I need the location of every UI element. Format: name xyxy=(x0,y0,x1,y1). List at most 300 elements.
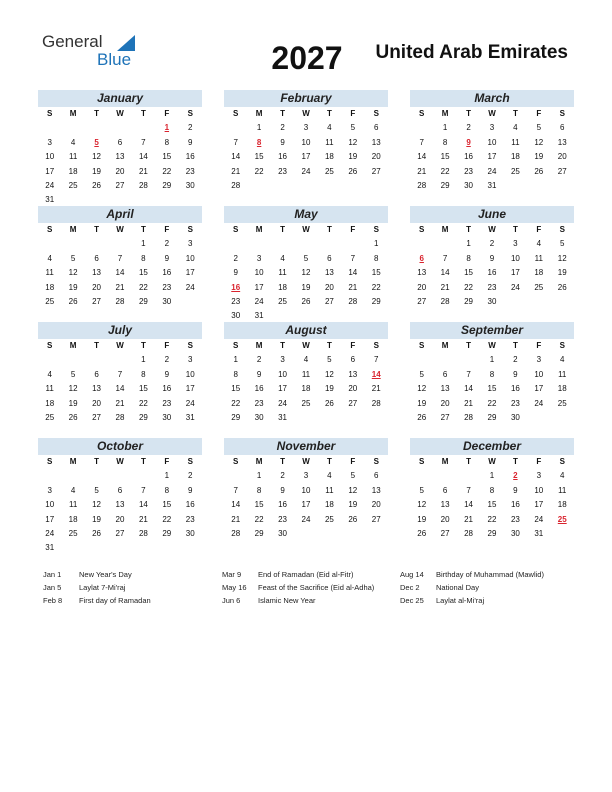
weekday-label: W xyxy=(116,341,124,350)
day-cell: 14 xyxy=(138,152,148,162)
day-cell xyxy=(504,179,527,193)
day-cell xyxy=(224,121,247,135)
day-cell: 7 xyxy=(466,485,471,495)
day-cell: 20 xyxy=(115,166,125,176)
day-cell: 24 xyxy=(185,398,195,408)
day-cell xyxy=(247,179,270,193)
weekday-label: M xyxy=(441,109,449,118)
day-cell: 7 xyxy=(466,369,471,379)
day-cell: 5 xyxy=(350,123,356,133)
day-cell xyxy=(341,527,364,541)
month-may xyxy=(224,206,388,324)
day-cell: 9 xyxy=(188,137,193,147)
month-name: January xyxy=(38,90,202,107)
week-row xyxy=(224,397,388,411)
day-cell xyxy=(132,121,155,135)
day-cell: 17 xyxy=(185,268,195,278)
weekday-label: F xyxy=(350,341,356,350)
week-row xyxy=(224,498,388,512)
day-cell: 31 xyxy=(45,543,55,553)
holiday-day-cell: 5 xyxy=(94,137,99,147)
day-cell xyxy=(433,237,456,251)
week-row xyxy=(224,469,388,483)
day-cell: 3 xyxy=(47,137,52,147)
week-row xyxy=(224,266,388,280)
day-cell xyxy=(365,411,388,425)
weekday-label: S xyxy=(419,109,425,118)
week-row xyxy=(38,498,202,512)
day-cell: 11 xyxy=(68,152,78,162)
weekday-label: T xyxy=(94,341,99,350)
weekday-label: W xyxy=(488,109,496,118)
day-cell: 28 xyxy=(115,412,125,422)
month-name: October xyxy=(38,438,202,455)
day-cell: 27 xyxy=(92,296,101,306)
day-cell xyxy=(365,179,388,193)
weekday-label: S xyxy=(559,457,565,466)
week-row xyxy=(410,136,574,150)
day-cell: 19 xyxy=(417,398,427,408)
day-cell: 21 xyxy=(115,398,125,408)
day-cell: 26 xyxy=(417,412,427,422)
day-cell: 13 xyxy=(440,500,450,510)
day-cell: 28 xyxy=(231,180,241,190)
weekday-label: W xyxy=(116,225,124,234)
day-cell: 16 xyxy=(510,384,520,394)
day-cell: 17 xyxy=(510,268,520,278)
day-cell: 2 xyxy=(164,239,170,249)
day-cell: 16 xyxy=(162,268,172,278)
day-cell: 15 xyxy=(162,500,172,510)
week-row xyxy=(224,136,388,150)
day-cell: 10 xyxy=(301,137,311,147)
holiday-item xyxy=(222,594,374,607)
day-cell: 29 xyxy=(162,528,172,538)
holiday-day-cell: 2 xyxy=(513,471,518,481)
day-cell: 5 xyxy=(560,239,565,249)
holiday-day-cell: 9 xyxy=(466,137,471,147)
day-cell: 23 xyxy=(231,296,241,306)
week-row xyxy=(38,469,202,483)
day-cell: 14 xyxy=(115,384,125,394)
day-cell xyxy=(108,353,131,367)
day-cell: 30 xyxy=(278,528,287,538)
day-cell: 3 xyxy=(256,253,262,263)
day-cell: 6 xyxy=(94,369,99,379)
day-cell: 1 xyxy=(256,123,262,133)
weekday-label: T xyxy=(512,341,518,350)
day-cell: 25 xyxy=(68,180,78,190)
day-cell: 5 xyxy=(327,355,332,365)
weekday-label: F xyxy=(164,457,170,466)
weekday-header-row xyxy=(38,339,202,353)
day-cell: 9 xyxy=(233,268,238,278)
weekday-label: M xyxy=(69,225,77,234)
day-cell: 27 xyxy=(115,180,125,190)
weekday-label: T xyxy=(280,341,285,350)
holiday-name: National Day xyxy=(436,583,479,592)
weekday-header-row xyxy=(38,455,202,469)
day-cell: 27 xyxy=(92,412,101,422)
day-cell: 25 xyxy=(557,398,567,408)
day-cell: 3 xyxy=(188,355,193,365)
day-cell: 2 xyxy=(513,355,518,365)
day-cell: 10 xyxy=(487,137,497,147)
day-cell: 12 xyxy=(534,137,544,147)
day-cell: 7 xyxy=(442,253,448,263)
day-cell: 19 xyxy=(417,514,427,524)
day-cell: 30 xyxy=(185,528,195,538)
day-cell: 11 xyxy=(301,369,311,379)
day-cell: 1 xyxy=(164,471,170,481)
day-cell: 21 xyxy=(464,514,473,524)
weekday-label: F xyxy=(536,225,542,234)
day-cell: 9 xyxy=(164,369,170,379)
week-row xyxy=(410,353,574,367)
day-cell: 20 xyxy=(324,282,334,292)
day-cell: 28 xyxy=(417,180,427,190)
day-cell xyxy=(179,295,202,309)
day-cell: 31 xyxy=(254,311,264,321)
day-cell: 15 xyxy=(371,268,381,278)
weekday-label: M xyxy=(441,457,449,466)
weekday-label: T xyxy=(466,457,471,466)
day-cell: 29 xyxy=(371,296,381,306)
day-cell: 21 xyxy=(417,166,427,176)
day-cell: 22 xyxy=(371,282,381,292)
day-cell: 18 xyxy=(534,268,544,278)
day-cell: 22 xyxy=(162,166,172,176)
day-cell: 19 xyxy=(68,398,78,408)
holiday-date: May 16 xyxy=(222,583,247,592)
day-cell: 17 xyxy=(185,384,195,394)
day-cell xyxy=(85,541,108,555)
day-cell: 26 xyxy=(348,514,358,524)
weekday-label: T xyxy=(280,225,285,234)
day-cell: 6 xyxy=(374,123,379,133)
day-cell: 22 xyxy=(162,514,172,524)
day-cell: 28 xyxy=(138,180,148,190)
day-cell: 28 xyxy=(348,296,358,306)
day-cell xyxy=(61,541,84,555)
day-cell xyxy=(247,237,270,251)
day-cell: 17 xyxy=(301,152,311,162)
day-cell: 30 xyxy=(185,180,195,190)
weekday-label: M xyxy=(255,457,263,466)
day-cell: 10 xyxy=(185,369,195,379)
day-cell: 3 xyxy=(47,485,52,495)
day-cell: 6 xyxy=(442,369,448,379)
weekday-label: F xyxy=(350,225,356,234)
day-cell: 26 xyxy=(348,166,358,176)
day-cell xyxy=(132,541,155,555)
day-cell: 21 xyxy=(464,398,473,408)
day-cell: 12 xyxy=(348,137,358,147)
day-cell: 23 xyxy=(278,514,287,524)
week-row xyxy=(38,353,202,367)
week-row xyxy=(410,484,574,498)
weekday-label: T xyxy=(94,457,99,466)
day-cell: 16 xyxy=(162,384,172,394)
day-cell xyxy=(224,237,247,251)
day-cell: 19 xyxy=(92,166,101,176)
day-cell xyxy=(457,469,480,483)
day-cell: 1 xyxy=(374,239,379,249)
day-cell: 16 xyxy=(185,500,195,510)
day-cell: 27 xyxy=(115,528,125,538)
day-cell: 2 xyxy=(256,355,262,365)
day-cell: 9 xyxy=(280,137,285,147)
weekday-label: M xyxy=(69,341,77,350)
day-cell xyxy=(294,411,317,425)
day-cell: 5 xyxy=(303,253,309,263)
holiday-item xyxy=(222,568,374,581)
month-january xyxy=(38,90,202,208)
holiday-column xyxy=(222,568,374,607)
day-cell xyxy=(527,295,550,309)
holiday-day-cell: 25 xyxy=(557,514,567,524)
day-cell: 11 xyxy=(45,384,54,394)
day-cell: 15 xyxy=(162,152,172,162)
day-cell: 15 xyxy=(138,384,148,394)
day-cell: 4 xyxy=(70,137,76,147)
day-cell: 31 xyxy=(278,412,287,422)
logo-blue-text: Blue xyxy=(97,50,132,69)
week-row xyxy=(410,498,574,512)
weekday-label: S xyxy=(187,457,193,466)
weekday-label: T xyxy=(326,109,332,118)
day-cell: 23 xyxy=(162,398,172,408)
day-cell: 2 xyxy=(280,123,285,133)
day-cell: 2 xyxy=(489,239,495,249)
day-cell: 8 xyxy=(164,485,170,495)
week-row xyxy=(224,121,388,135)
weekday-label: M xyxy=(441,341,449,350)
day-cell xyxy=(457,353,480,367)
day-cell: 8 xyxy=(141,253,146,263)
day-cell: 4 xyxy=(280,253,285,263)
month-name: November xyxy=(224,438,388,455)
day-cell: 25 xyxy=(278,296,287,306)
day-cell: 13 xyxy=(371,137,381,147)
weekday-header-row xyxy=(224,455,388,469)
day-cell: 25 xyxy=(45,296,55,306)
month-name: July xyxy=(38,322,202,339)
day-cell: 6 xyxy=(117,137,123,147)
day-cell: 12 xyxy=(417,500,427,510)
weekday-label: S xyxy=(419,341,425,350)
day-cell: 17 xyxy=(254,282,264,292)
day-cell: 30 xyxy=(510,528,520,538)
day-cell: 21 xyxy=(371,384,381,394)
day-cell: 16 xyxy=(464,152,473,162)
day-cell: 4 xyxy=(47,253,52,263)
weekday-label: S xyxy=(373,109,379,118)
day-cell xyxy=(61,237,84,251)
day-cell: 22 xyxy=(440,166,450,176)
day-cell xyxy=(179,541,202,555)
day-cell: 26 xyxy=(301,296,311,306)
day-cell: 27 xyxy=(557,166,567,176)
day-cell: 8 xyxy=(489,485,495,495)
day-cell: 3 xyxy=(536,355,542,365)
day-cell: 22 xyxy=(464,282,473,292)
holiday-item xyxy=(400,594,544,607)
day-cell: 30 xyxy=(254,412,264,422)
day-cell: 22 xyxy=(487,514,497,524)
week-row xyxy=(38,237,202,251)
day-cell: 3 xyxy=(489,123,495,133)
day-cell: 11 xyxy=(325,485,334,495)
day-cell: 14 xyxy=(138,500,148,510)
week-row xyxy=(410,513,574,527)
day-cell: 8 xyxy=(374,253,379,263)
holiday-name: Laylat 7-Mi'raj xyxy=(79,583,126,592)
weekday-label: M xyxy=(255,109,263,118)
day-cell: 15 xyxy=(487,500,497,510)
weekday-header-row xyxy=(224,339,388,353)
day-cell: 7 xyxy=(141,485,146,495)
weekday-label: M xyxy=(69,109,77,118)
weekday-label: S xyxy=(419,225,425,234)
day-cell: 10 xyxy=(534,485,544,495)
day-cell: 23 xyxy=(185,514,195,524)
day-cell: 16 xyxy=(510,500,520,510)
day-cell: 30 xyxy=(487,296,497,306)
month-name: December xyxy=(410,438,574,455)
day-cell: 20 xyxy=(115,514,125,524)
day-cell: 24 xyxy=(185,282,195,292)
holiday-day-cell: 8 xyxy=(256,137,262,147)
day-cell: 27 xyxy=(440,412,450,422)
week-row xyxy=(38,136,202,150)
weekday-label: S xyxy=(47,341,53,350)
week-row xyxy=(410,121,574,135)
day-cell: 18 xyxy=(45,398,55,408)
day-cell: 29 xyxy=(162,180,172,190)
day-cell: 10 xyxy=(510,253,520,263)
weekday-label: W xyxy=(116,109,124,118)
weekday-label: F xyxy=(164,341,170,350)
week-row xyxy=(224,179,388,193)
day-cell xyxy=(108,237,131,251)
day-cell xyxy=(551,295,574,309)
day-cell: 8 xyxy=(141,369,146,379)
day-cell: 28 xyxy=(115,296,125,306)
day-cell xyxy=(527,179,550,193)
day-cell xyxy=(85,121,108,135)
day-cell: 11 xyxy=(558,485,567,495)
day-cell: 27 xyxy=(348,398,358,408)
day-cell: 11 xyxy=(278,268,287,278)
holiday-item xyxy=(400,568,544,581)
day-cell: 1 xyxy=(141,355,146,365)
day-cell: 29 xyxy=(440,180,450,190)
weekday-header-row xyxy=(410,455,574,469)
day-cell: 29 xyxy=(138,296,148,306)
month-march xyxy=(410,90,574,193)
holiday-item xyxy=(400,581,544,594)
weekday-label: T xyxy=(140,457,146,466)
holiday-date: Dec 25 xyxy=(400,596,424,605)
holiday-name: First day of Ramadan xyxy=(79,596,151,605)
weekday-label: T xyxy=(326,457,332,466)
day-cell: 2 xyxy=(164,355,170,365)
month-november xyxy=(224,438,388,541)
day-cell: 24 xyxy=(301,166,311,176)
day-cell: 24 xyxy=(278,398,287,408)
day-cell xyxy=(504,295,527,309)
day-cell: 14 xyxy=(417,152,427,162)
week-row xyxy=(224,237,388,251)
holiday-item xyxy=(222,581,374,594)
weekday-header-row xyxy=(410,339,574,353)
day-cell: 4 xyxy=(303,355,309,365)
day-cell xyxy=(365,527,388,541)
weekday-label: T xyxy=(466,109,471,118)
day-cell xyxy=(551,527,574,541)
day-cell: 20 xyxy=(557,152,567,162)
weekday-header-row xyxy=(410,223,574,237)
holiday-date: Dec 2 xyxy=(400,583,420,592)
day-cell: 9 xyxy=(513,485,518,495)
day-cell: 19 xyxy=(348,500,358,510)
day-cell: 13 xyxy=(371,485,381,495)
day-cell: 24 xyxy=(45,528,55,538)
day-cell: 29 xyxy=(254,528,264,538)
holiday-item xyxy=(43,568,151,581)
day-cell: 26 xyxy=(324,398,334,408)
day-cell: 12 xyxy=(68,268,78,278)
day-cell xyxy=(294,527,317,541)
week-row xyxy=(224,382,388,396)
day-cell: 10 xyxy=(254,268,264,278)
day-cell: 18 xyxy=(301,384,311,394)
day-cell xyxy=(38,353,61,367)
day-cell: 14 xyxy=(464,384,473,394)
holiday-day-cell: 1 xyxy=(164,123,170,133)
day-cell: 23 xyxy=(254,398,264,408)
day-cell: 3 xyxy=(188,239,193,249)
day-cell: 16 xyxy=(278,152,287,162)
day-cell: 31 xyxy=(487,180,497,190)
day-cell: 13 xyxy=(115,152,125,162)
day-cell: 3 xyxy=(513,239,518,249)
month-name: March xyxy=(410,90,574,107)
weekday-label: T xyxy=(326,225,332,234)
week-row xyxy=(38,484,202,498)
day-cell: 4 xyxy=(70,485,76,495)
day-cell: 1 xyxy=(489,355,495,365)
day-cell: 24 xyxy=(487,166,497,176)
week-row xyxy=(224,368,388,382)
day-cell: 23 xyxy=(278,166,287,176)
weekday-label: F xyxy=(536,109,542,118)
day-cell: 14 xyxy=(348,268,358,278)
day-cell: 8 xyxy=(466,253,471,263)
day-cell xyxy=(341,411,364,425)
holiday-date: Aug 14 xyxy=(400,570,424,579)
holiday-day-cell: 6 xyxy=(419,253,424,263)
weekday-label: W xyxy=(116,457,124,466)
day-cell: 22 xyxy=(138,282,148,292)
weekday-label: F xyxy=(536,457,542,466)
day-cell: 18 xyxy=(68,166,78,176)
day-cell: 28 xyxy=(231,528,241,538)
day-cell: 10 xyxy=(185,253,195,263)
day-cell: 15 xyxy=(254,500,264,510)
week-row xyxy=(224,295,388,309)
